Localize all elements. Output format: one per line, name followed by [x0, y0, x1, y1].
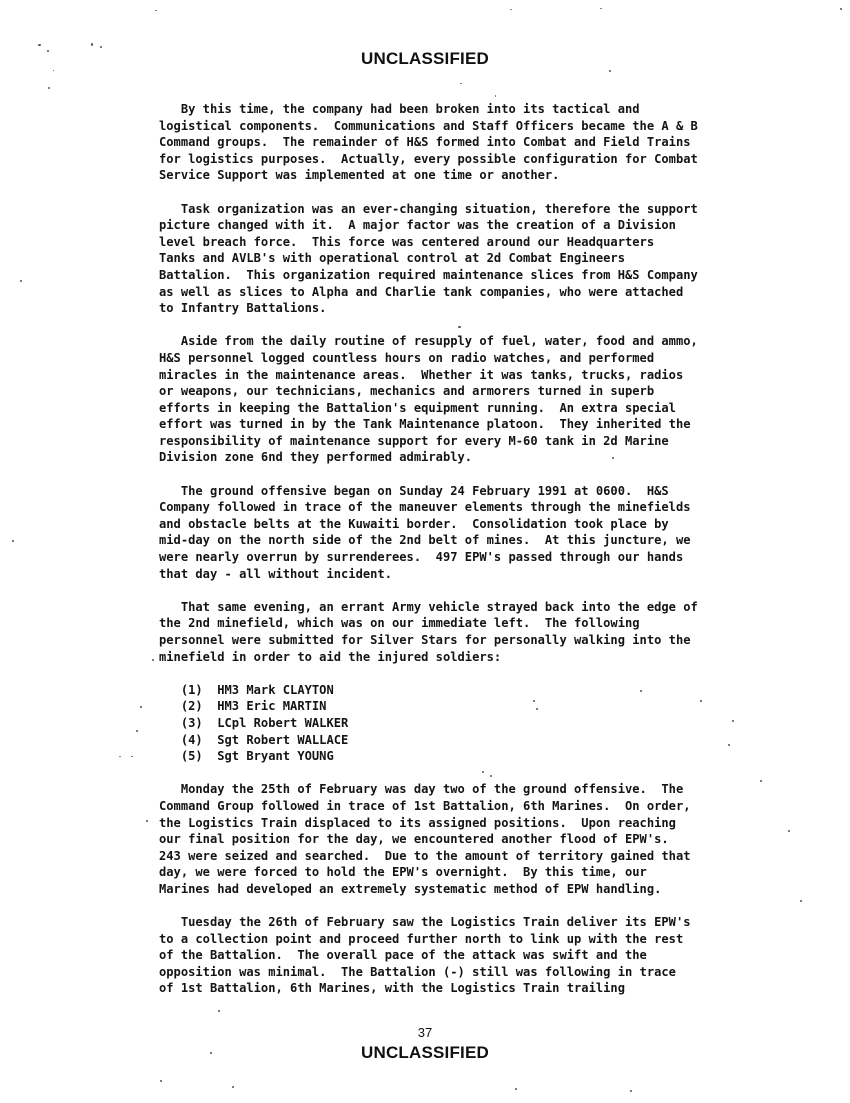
- page-number: 37: [417, 1025, 433, 1040]
- paragraph-company-organization: By this time, the company had been broken into its tactical and logistical components. Communications and Staff Officers became the A & B Command groups. The remainder of H&S formed into Combat and Field Trains for logistics purposes. Actually, every possible configuration for Combat Service Support was implemented at one time or another.: [159, 102, 698, 183]
- list-item: (3) LCpl Robert WALKER: [159, 715, 349, 730]
- list-item: (4) Sgt Robert WALLACE: [159, 732, 349, 747]
- bottom-classification-marking: UNCLASSIFIED: [360, 1043, 490, 1062]
- paragraph-day-two: Monday the 25th of February was day two of the ground offensive. The Command Group followed in trace of 1st Battalion, 6th Marines. On order, the Logistics Train displaced to its assigned positions. Upon reaching our final position for the day, we encountered another flood of EPW's. 243 were seized and searched. Due to the amount of territory gained that day, we were forced to hold the EPW's overnight. By this time, our Marines had developed an extremely systematic method of EPW handling.: [159, 782, 691, 896]
- list-item: (2) HM3 Eric MARTIN: [159, 699, 327, 714]
- document-body: [159, 101, 799, 1014]
- paragraph-day-three: Tuesday the 26th of February saw the Logistics Train deliver its EPW's to a collection point and proceed further north to link up with the rest of the Battalion. The overall pace of the attack was swift and the opposition was minimal. The Battalion (-) still was following in trace of 1st Battalion, 6th Marines, with the Logistics Train trailing: [159, 915, 691, 996]
- paragraph-minefield-incident: That same evening, an errant Army vehicle strayed back into the edge of the 2nd minefield, which was on our immediate left. The following personnel were submitted for Silver Stars for personally walking into the minefield in order to aid the injured soldiers:: [159, 599, 698, 664]
- paragraph-daily-routine: Aside from the daily routine of resupply of fuel, water, food and ammo, H&S personnel logged countless hours on radio watches, and performed miracles in the maintenance areas. Whether it was tanks, trucks, radios or weapons, our technicians, mechanics and armorers turned in superb efforts in keeping the Battalion's equipment running. An extra special effort was turned in by the Tank Maintenance platoon. They inherited the responsibility of maintenance support for every M-60 tank in 2d Marine Division zone 6nd they performed admirably.: [159, 334, 698, 465]
- list-item: (5) Sgt Bryant YOUNG: [159, 749, 334, 764]
- silver-star-nominee-list: [159, 682, 799, 765]
- paragraph-ground-offensive: The ground offensive began on Sunday 24 February 1991 at 0600. H&S Company followed in trace of the maneuver elements through the minefields and obstacle belts at the Kuwaiti border. Consolidation took place by mid-day on the north side of the 2nd belt of mines. At this juncture, we were nearly overrun by surrenderees. 497 EPW's passed through our hands that day - all without incident.: [159, 483, 691, 581]
- top-classification-marking: UNCLASSIFIED: [360, 49, 490, 68]
- paragraph-task-organization: Task organization was an ever-changing situation, therefore the support picture changed with it. A major factor was the creation of a Division level breach force. This force was centered around our Headquarters Tanks and AVLB's with operational control at 2d Combat Engineers Battalion. This organization required maintenance slices from H&S Company as well as slices to Alpha and Charlie tank companies, who were attached to Infantry Battalions.: [159, 201, 698, 316]
- list-item: (1) HM3 Mark CLAYTON: [159, 682, 334, 697]
